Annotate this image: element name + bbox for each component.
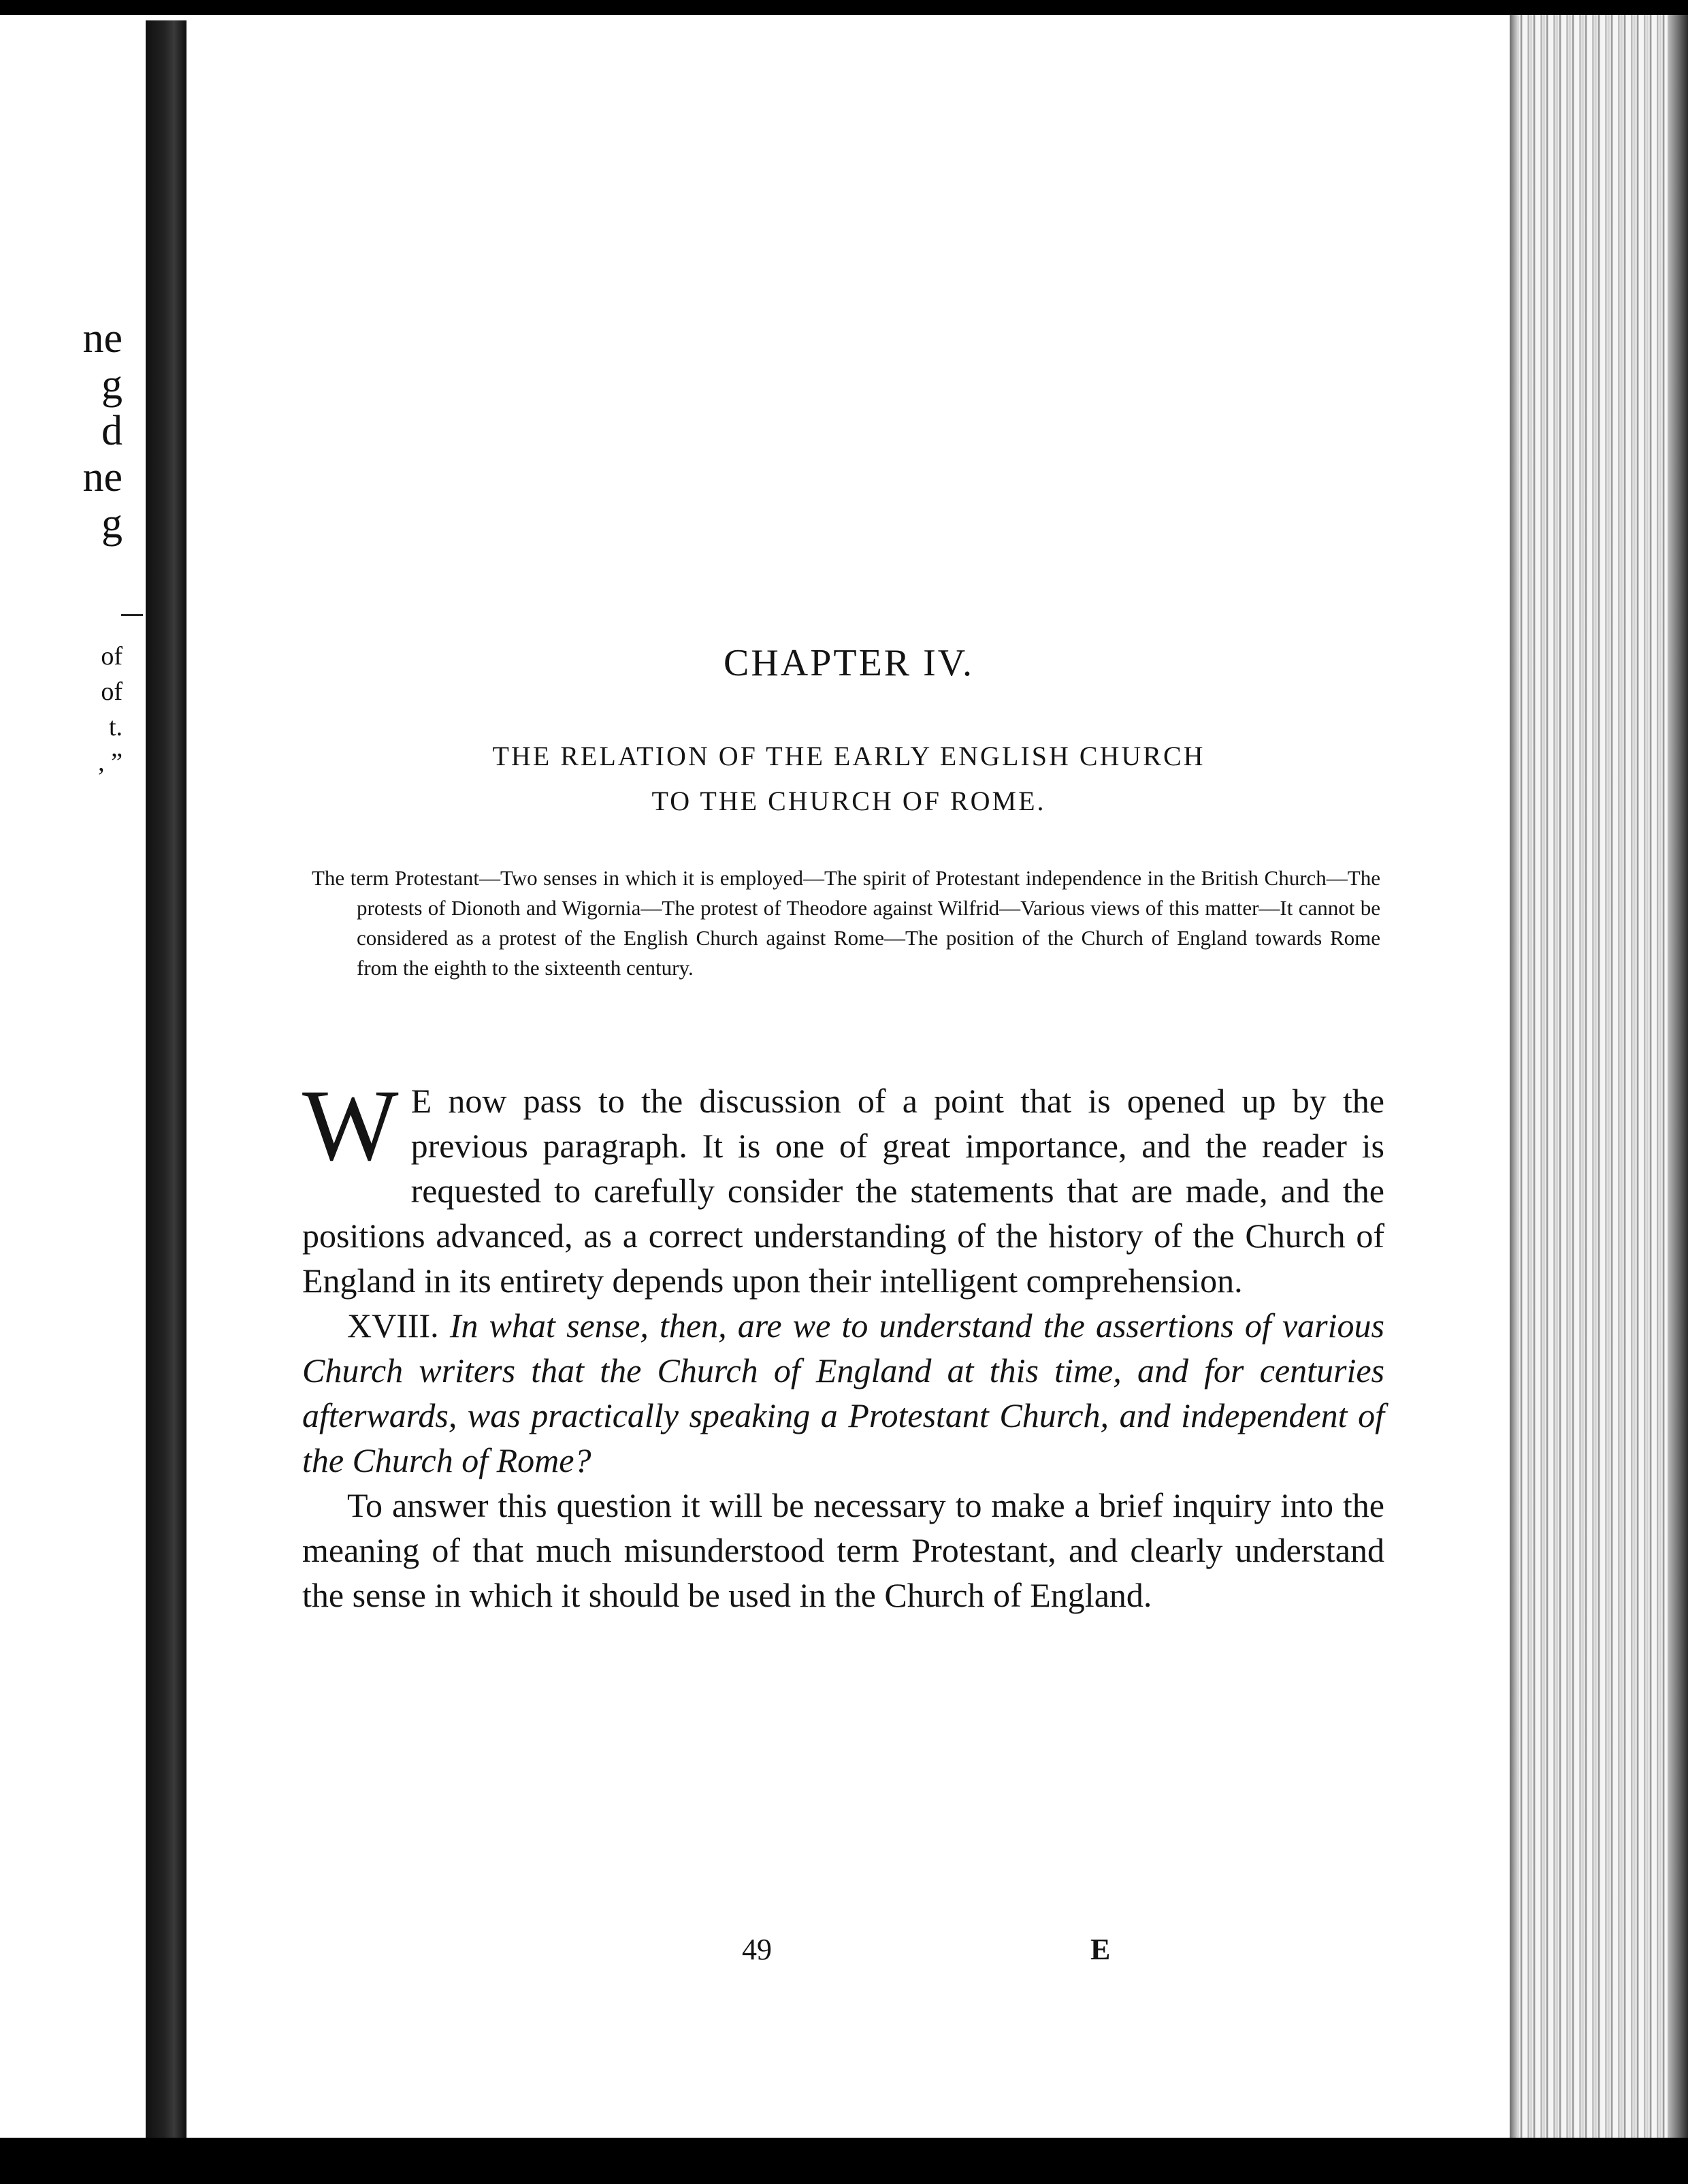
drop-cap: W (302, 1069, 399, 1182)
page-edges-stack (1510, 15, 1688, 2138)
chapter-heading: CHAPTER IV. (723, 642, 974, 684)
left-page-fragment: g (101, 500, 123, 547)
signature-mark: E (1090, 1933, 1111, 1966)
paragraph-3: To answer this question it will be necessary to make a brief inquiry into the meaning of that much misunderstood term Protestant, and clearly understand the sense in which it should be used in the Church of England. (302, 1486, 1384, 1614)
page-number: 49 (742, 1933, 772, 1966)
main-page (186, 15, 1510, 2138)
chapter-title (186, 734, 1511, 824)
chapter-title-line: THE RELATION OF THE EARLY ENGLISH CHURCH (492, 741, 1205, 771)
left-page-fragment: ne (82, 454, 123, 500)
left-facing-page (0, 15, 143, 2138)
section-question: In what sense, then, are we to understand the assertions of various Church writers that the Church of England at this time, and for centuries afterwards, was practically speaking a Protestant Church, and independent of the Church of Rome? (302, 1306, 1384, 1479)
chapter-title-line: TO THE CHURCH OF ROME. (651, 786, 1046, 816)
left-page-fragment: of (101, 642, 123, 671)
scan-border-bottom (0, 2138, 1688, 2184)
left-page-fragment: t. (108, 713, 123, 741)
left-page-fragment: g (101, 362, 123, 408)
left-page-fragment: , ” (98, 748, 123, 777)
chapter-synopsis: The term Protestant—Two senses in which it is employed—The spirit of Protestant independence in the British Church—The protests of Dionoth and Wigornia—The protest of Theodore against Wilfrid—Various views of this matter—It cannot be considered as a protest of the English Church against Rome—The position of the Church of England towards Rome from the eighth to the sixteenth century. (312, 866, 1380, 980)
body-text (302, 1069, 1384, 1618)
section-numeral: XVIII. (347, 1306, 439, 1345)
left-page-fragment: ne (82, 315, 123, 362)
left-page-fragment: of (101, 677, 123, 706)
paragraph-1 (302, 1069, 1384, 1303)
left-page-fragment: d (101, 408, 123, 454)
paragraph-2 (302, 1303, 1384, 1483)
book-gutter-shadow (146, 20, 186, 2138)
paragraph-1-text: E now pass to the discussion of a point that is opened up by the previous paragraph. It is one of great importance, and the reader is requested to carefully consider the statements that are made, and the positions advanced, as a correct understanding of the history of the Church of England in its entirety depends upon their intelligent comprehension. (302, 1082, 1384, 1300)
scan-border-top (0, 0, 1688, 15)
left-page-rule (121, 614, 143, 616)
